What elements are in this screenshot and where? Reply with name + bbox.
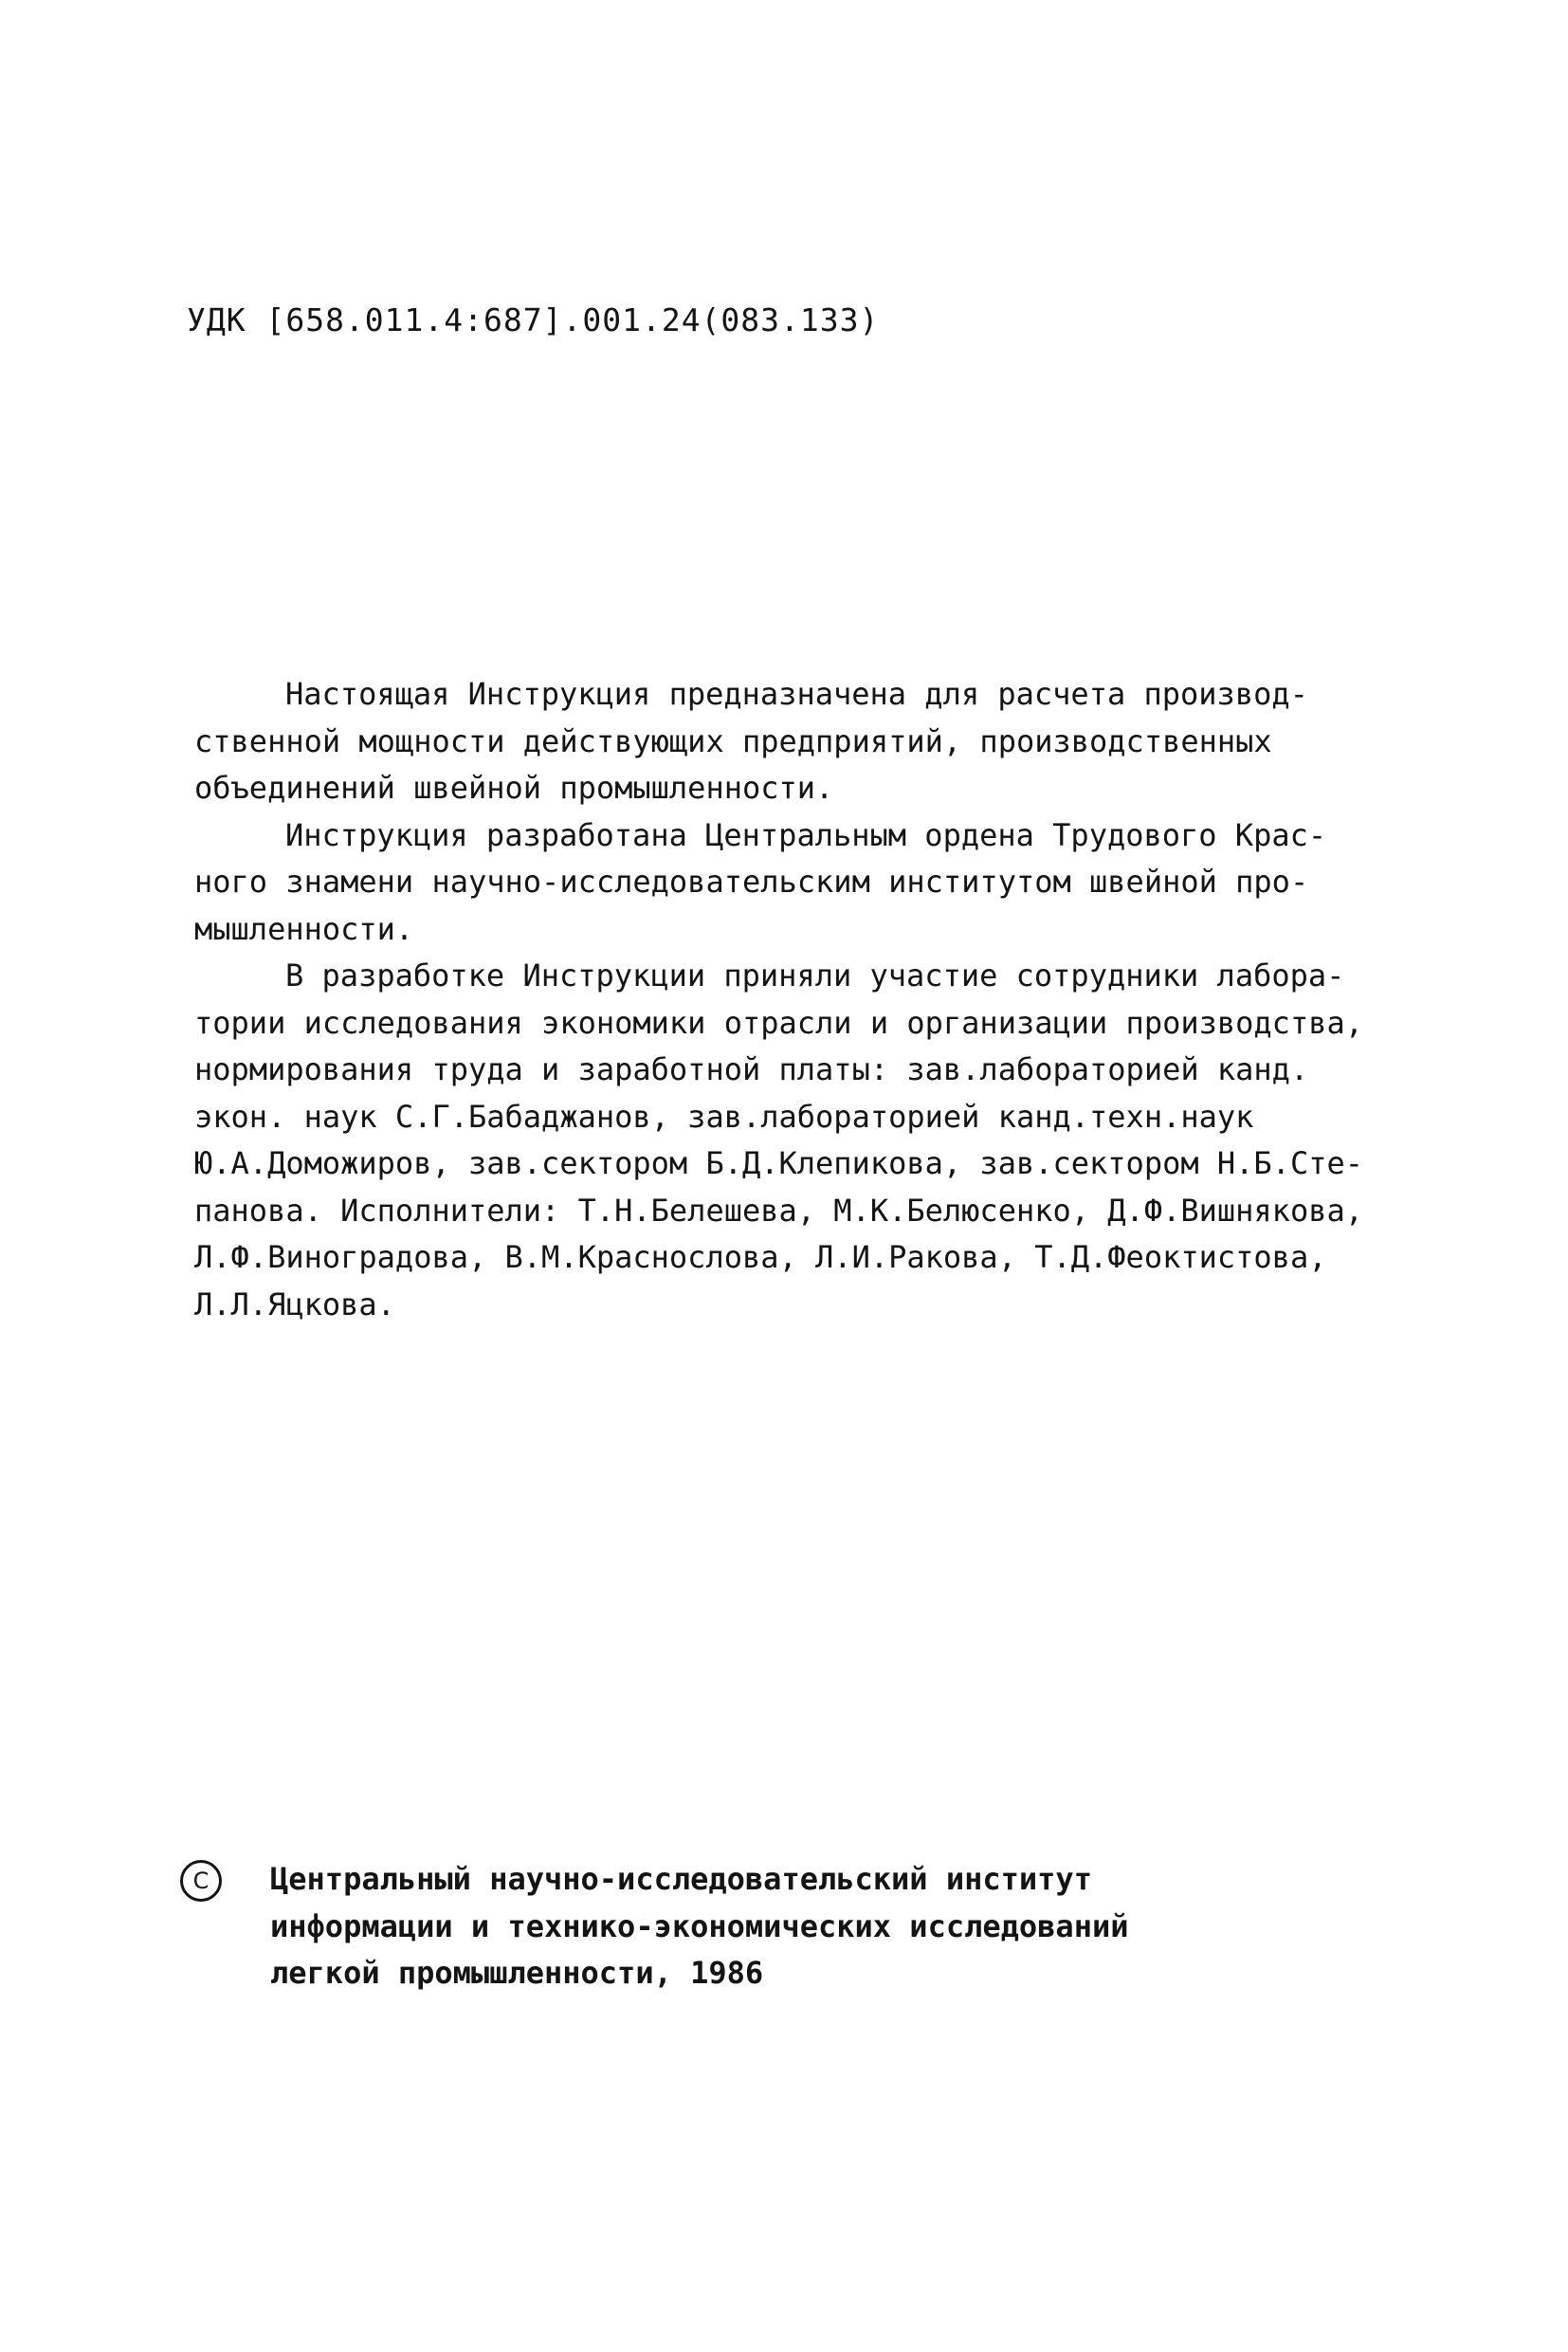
body-line: ственной мощности действующих предприятий, производственных: [194, 722, 1272, 759]
body-line: В разработке Инструкции приняли участие сотрудники лабора-: [285, 957, 1345, 994]
body-line: объединений швейной промышленности.: [194, 770, 834, 806]
copyright-icon: C: [180, 1860, 222, 1902]
body-line: Л.Ф.Виноградова, В.М.Краснослова, Л.И.Ракова, Т.Д.Феоктистова,: [194, 1239, 1327, 1275]
body-line: нормирования труда и заработной платы: зав.лабораторией канд.: [194, 1051, 1309, 1087]
body-line: экон. наук С.Г.Бабаджанов, зав.лабораторией канд.техн.наук: [194, 1098, 1254, 1135]
copyright-line: информации и технико-экономических исследований: [270, 1907, 1129, 1944]
body-line: Л.Л.Яцкова.: [194, 1285, 395, 1322]
copyright-text: [270, 1856, 1128, 1997]
copyright-line: легкой промышленности, 1986: [270, 1955, 764, 1991]
body-line: мышленности.: [194, 910, 414, 947]
body-line: Ю.А.Доможиров, зав.сектором Б.Д.Клепикова, зав.сектором Н.Б.Сте-: [194, 1145, 1363, 1181]
body-text: [194, 671, 1427, 1328]
body-line: панова. Исполнители: Т.Н.Белешева, М.К.Белюсенко, Д.Ф.Вишнякова,: [194, 1192, 1363, 1229]
copyright-line: Центральный научно-исследовательский институт: [270, 1861, 1092, 1897]
body-line: тории исследования экономики отрасли и организации производства,: [194, 1004, 1363, 1041]
body-line: Настоящая Инструкция предназначена для расчета производ-: [285, 676, 1308, 712]
body-line: Инструкция разработана Центральным ордена Трудового Крас-: [285, 816, 1327, 853]
udk-code: УДК [658.011.4:687].001.24(083.133): [187, 301, 880, 338]
body-line: ного знамени научно-исследовательским институтом швейной про-: [194, 864, 1309, 900]
